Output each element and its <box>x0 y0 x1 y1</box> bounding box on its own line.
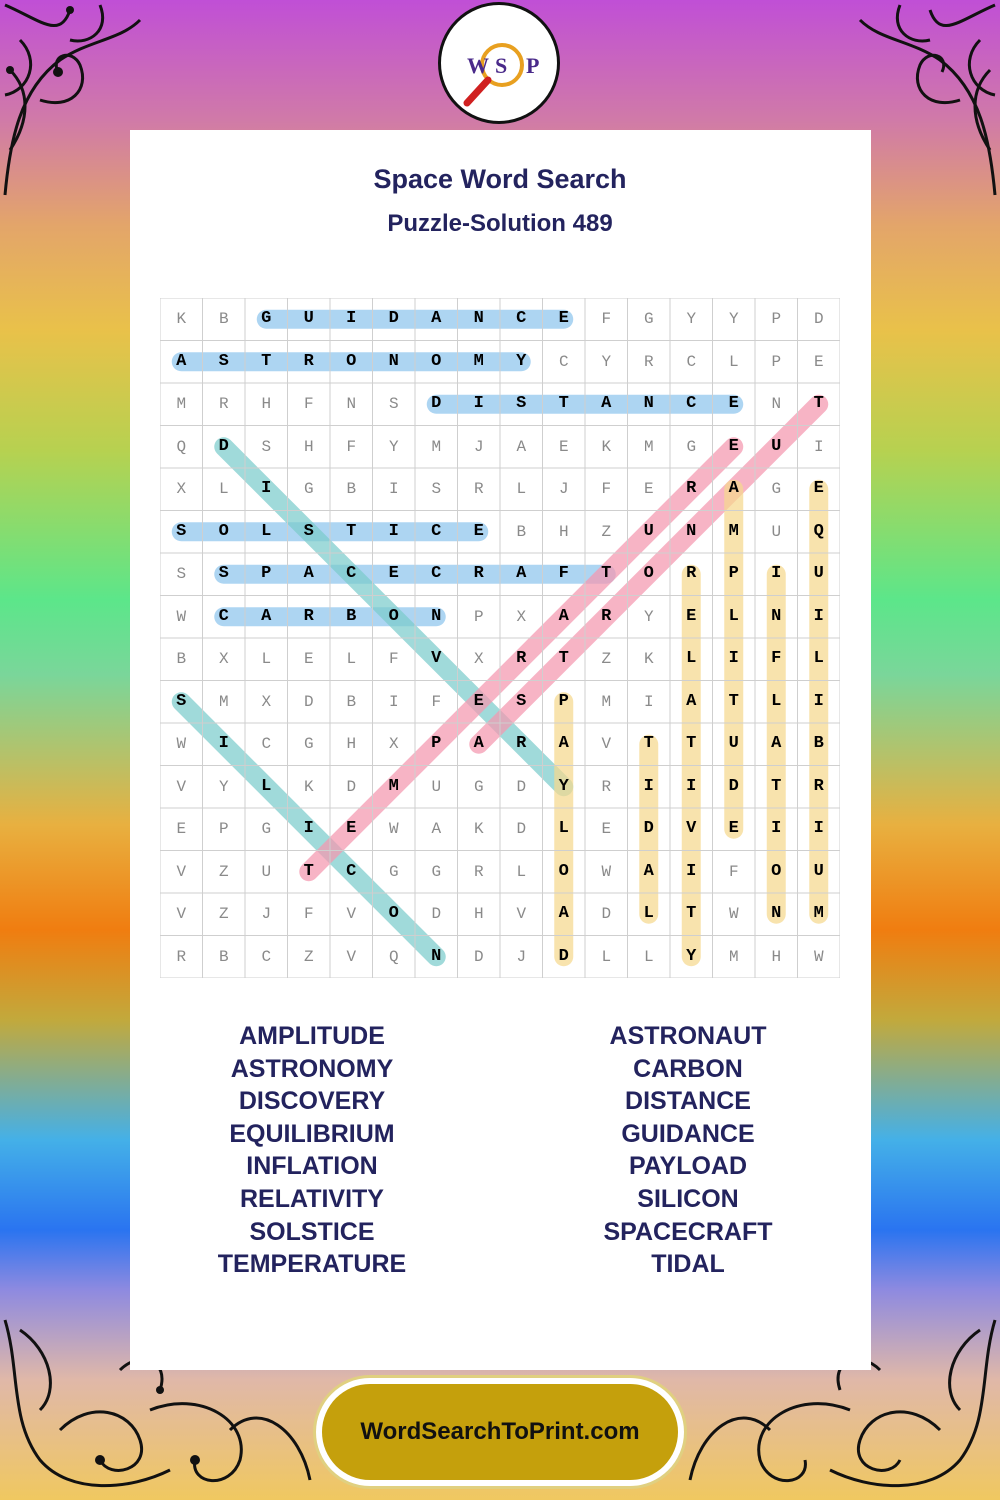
grid-cell[interactable]: Q <box>813 521 824 541</box>
grid-cell[interactable]: M <box>431 437 442 456</box>
word-list-right <box>538 1020 838 1281</box>
grid-cell[interactable]: B <box>346 480 357 498</box>
grid-cell[interactable]: E <box>728 819 739 838</box>
grid-cell[interactable]: F <box>601 480 612 498</box>
grid-cell[interactable]: A <box>261 606 272 626</box>
grid-cell[interactable]: Z <box>218 905 229 923</box>
grid-cell[interactable]: Y <box>218 777 229 796</box>
grid-cell[interactable]: O <box>388 606 399 626</box>
grid-cell[interactable]: F <box>346 437 357 456</box>
grid-cell[interactable]: Z <box>601 650 612 668</box>
grid-cell[interactable]: C <box>261 947 272 966</box>
grid-cell[interactable]: E <box>388 564 399 583</box>
grid-cell[interactable]: O <box>643 564 654 583</box>
grid-cell[interactable]: I <box>388 692 399 711</box>
grid-cell[interactable]: L <box>686 649 697 668</box>
word-list-item: ASTRONAUT <box>609 1022 767 1050</box>
word-list-item: RELATIVITY <box>240 1184 384 1213</box>
grid-cell[interactable]: L <box>516 862 527 881</box>
word-list-item: DISCOVERY <box>238 1087 386 1116</box>
grid-cell[interactable]: B <box>346 606 357 626</box>
grid-cell[interactable]: A <box>558 734 569 753</box>
grid-cell[interactable]: G <box>261 820 272 838</box>
grid-cell[interactable]: Z <box>601 522 612 541</box>
grid-cell[interactable]: U <box>813 564 824 583</box>
word-list-item: EQUILIBRIUM <box>229 1119 395 1148</box>
grid-cell[interactable]: A <box>431 820 442 838</box>
grid-cell[interactable]: V <box>176 862 187 881</box>
grid-cell[interactable]: E <box>813 352 824 371</box>
grid-cell[interactable]: J <box>516 947 527 966</box>
word-list-item: ASTRONOMY <box>230 1054 394 1083</box>
grid-cell[interactable]: B <box>346 692 357 711</box>
word-search-grid <box>160 298 840 978</box>
grid-cell[interactable]: F <box>431 692 442 711</box>
grid-cell[interactable]: Y <box>686 310 697 328</box>
grid-cell[interactable]: H <box>346 735 357 753</box>
grid-cell[interactable]: Y <box>601 352 612 371</box>
grid-cells <box>160 298 840 978</box>
grid-cell[interactable]: C <box>261 735 272 753</box>
grid-cell[interactable]: L <box>643 947 654 966</box>
grid-cell[interactable]: E <box>346 819 357 838</box>
grid-cell[interactable]: O <box>346 351 357 371</box>
grid-cell[interactable]: W <box>176 607 187 626</box>
grid-cell[interactable]: T <box>728 691 739 711</box>
grid-cell[interactable]: T <box>771 776 782 796</box>
grid-cell[interactable]: I <box>686 776 697 796</box>
grid-cell[interactable]: X <box>261 692 272 711</box>
grid-cell[interactable]: E <box>176 820 187 838</box>
grid-cell[interactable]: Y <box>388 437 399 456</box>
grid-cell[interactable]: I <box>813 437 824 456</box>
grid-cell[interactable]: S <box>176 521 187 541</box>
grid-cell[interactable]: X <box>473 650 484 668</box>
grid-cell[interactable]: P <box>431 734 442 753</box>
grid-cell[interactable]: L <box>558 819 569 838</box>
grid-cell[interactable]: D <box>473 947 484 966</box>
grid-cell[interactable]: M <box>218 692 229 711</box>
grid-cell[interactable]: T <box>303 861 314 881</box>
word-list-left <box>162 1020 462 1281</box>
grid-cell[interactable]: H <box>558 522 569 541</box>
grid-cell[interactable]: R <box>643 352 654 371</box>
grid-cell[interactable]: D <box>601 905 612 923</box>
grid-cell[interactable]: N <box>431 946 442 966</box>
grid-cell[interactable]: A <box>473 734 484 753</box>
grid-cell[interactable]: K <box>473 820 484 838</box>
grid-cell[interactable]: S <box>516 394 527 413</box>
grid-cell[interactable]: O <box>431 351 442 371</box>
grid-cell[interactable]: T <box>601 564 612 583</box>
grid-cell[interactable]: G <box>771 480 782 498</box>
grid-cell[interactable]: F <box>771 649 782 668</box>
grid-cell[interactable]: I <box>346 309 357 328</box>
grid-cell[interactable]: U <box>643 521 654 541</box>
word-list-item: DISTANCE <box>625 1087 751 1116</box>
grid-cell[interactable]: B <box>516 522 527 541</box>
grid-cell[interactable]: K <box>643 650 654 668</box>
grid-cell[interactable]: V <box>516 905 527 923</box>
grid-cell[interactable]: G <box>261 309 272 328</box>
grid-cell[interactable]: B <box>218 310 229 328</box>
grid-cell[interactable]: L <box>813 649 824 668</box>
grid-cell[interactable]: E <box>643 480 654 498</box>
grid-cell[interactable]: R <box>601 777 612 796</box>
grid-cell[interactable]: U <box>303 309 314 328</box>
grid-cell[interactable]: L <box>218 480 229 498</box>
grid-cell[interactable]: A <box>431 309 442 328</box>
grid-cell[interactable]: U <box>261 862 272 881</box>
grid-cell[interactable]: G <box>303 735 314 753</box>
grid-cell[interactable]: C <box>346 861 357 881</box>
grid-cell[interactable]: Z <box>303 947 314 966</box>
grid-cell[interactable]: L <box>516 480 527 498</box>
grid-cell[interactable]: U <box>813 861 824 881</box>
grid-cell[interactable]: E <box>473 521 484 541</box>
grid-cell[interactable]: A <box>516 564 527 583</box>
grid-cell[interactable]: E <box>728 436 739 456</box>
grid-cell[interactable]: M <box>813 904 824 923</box>
grid-cell[interactable]: U <box>771 436 782 456</box>
grid-cell[interactable]: S <box>516 691 527 711</box>
word-list-item: INFLATION <box>246 1152 378 1181</box>
grid-cell[interactable]: E <box>558 309 569 328</box>
grid-cell[interactable]: V <box>176 905 187 923</box>
grid-cell[interactable]: A <box>558 606 569 626</box>
grid-cell[interactable]: F <box>558 564 569 583</box>
grid-cell[interactable]: A <box>771 734 782 753</box>
grid-cell[interactable]: N <box>771 904 782 923</box>
grid-cell[interactable]: J <box>558 480 569 498</box>
grid-cell[interactable]: C <box>431 564 442 583</box>
grid-cell[interactable]: A <box>686 691 697 711</box>
grid-cell[interactable]: D <box>303 692 314 711</box>
grid-cell[interactable]: I <box>388 480 399 498</box>
grid-cell[interactable]: S <box>176 691 187 711</box>
grid-cell[interactable]: T <box>686 904 697 923</box>
grid-cell[interactable]: N <box>771 395 782 413</box>
grid-cell[interactable]: T <box>346 521 357 541</box>
grid-cell[interactable]: M <box>728 521 739 541</box>
grid-cell[interactable]: X <box>176 480 187 498</box>
grid-cell[interactable]: G <box>686 437 697 456</box>
grid-cell[interactable]: G <box>388 862 399 881</box>
grid-cell[interactable]: I <box>473 394 484 413</box>
grid-cell[interactable]: L <box>346 650 357 668</box>
grid-cell[interactable]: F <box>728 862 739 881</box>
grid-cell[interactable]: B <box>218 947 229 966</box>
grid-cell[interactable]: R <box>473 564 484 583</box>
grid-cell[interactable]: N <box>686 521 697 541</box>
grid-cell[interactable]: R <box>303 351 314 371</box>
grid-cell[interactable]: Y <box>516 351 527 371</box>
grid-cell[interactable]: L <box>643 904 654 923</box>
grid-cell[interactable]: I <box>813 606 824 626</box>
grid-cell[interactable]: R <box>516 649 527 668</box>
grid-cell[interactable]: D <box>728 776 739 796</box>
grid-cell[interactable]: O <box>388 904 399 923</box>
grid-cell[interactable]: D <box>431 394 442 413</box>
grid-cell[interactable]: D <box>431 905 442 923</box>
grid-cell[interactable]: C <box>346 564 357 583</box>
grid-cell[interactable]: A <box>516 437 527 456</box>
grid-cell[interactable]: S <box>218 351 229 371</box>
grid-cell[interactable]: P <box>218 820 229 838</box>
grid-cell[interactable]: T <box>261 351 272 371</box>
grid-cell[interactable]: A <box>601 394 612 413</box>
grid-cell[interactable]: C <box>516 309 527 328</box>
grid-cell[interactable]: B <box>813 734 824 753</box>
word-list-item: PAYLOAD <box>628 1152 748 1181</box>
grid-cell[interactable]: O <box>558 861 569 881</box>
grid-cell[interactable]: E <box>303 650 314 668</box>
grid-cell[interactable]: Y <box>643 607 654 626</box>
site-link-button[interactable] <box>322 1384 678 1480</box>
grid-cell[interactable]: Z <box>218 862 229 881</box>
grid-cell[interactable]: M <box>601 692 612 711</box>
grid-cell[interactable]: E <box>473 691 484 711</box>
grid-cell[interactable]: R <box>218 395 229 413</box>
grid-cell[interactable]: V <box>686 819 697 838</box>
wsp-logo <box>438 2 560 124</box>
grid-cell[interactable]: P <box>771 310 782 328</box>
logo-letter-s: S <box>495 53 508 78</box>
grid-cell[interactable]: H <box>771 947 782 966</box>
grid-cell[interactable]: N <box>431 606 442 626</box>
grid-cell[interactable]: V <box>346 905 357 923</box>
grid-cell[interactable]: F <box>303 905 314 923</box>
grid-cell[interactable]: W <box>813 947 824 966</box>
grid-cell[interactable]: I <box>218 734 229 753</box>
grid-cell[interactable]: I <box>813 691 824 711</box>
grid-cell[interactable]: S <box>261 437 272 456</box>
word-list-item: GUIDANCE <box>621 1119 755 1148</box>
grid-cell[interactable]: R <box>813 776 824 796</box>
grid-cell[interactable]: S <box>218 564 229 583</box>
word-list-item: CARBON <box>633 1054 743 1083</box>
grid-cell[interactable]: R <box>473 480 484 498</box>
word-list-item: SOLSTICE <box>249 1217 375 1246</box>
grid-cell[interactable]: T <box>558 649 569 668</box>
grid-cell[interactable]: L <box>728 352 739 371</box>
grid-cell[interactable]: F <box>303 395 314 413</box>
grid-cell[interactable]: G <box>303 480 314 498</box>
grid-cell[interactable]: R <box>686 564 697 583</box>
grid-cell[interactable]: V <box>176 777 187 796</box>
grid-cell[interactable]: U <box>431 777 442 796</box>
grid-cell[interactable]: H <box>261 395 272 413</box>
word-list-item: TEMPERATURE <box>217 1250 407 1279</box>
page-title: Space Word Search <box>373 164 627 194</box>
grid-cell[interactable]: I <box>771 819 782 838</box>
grid-cell[interactable]: C <box>218 606 229 626</box>
grid-cell[interactable]: E <box>558 437 569 456</box>
grid-cell[interactable]: E <box>686 606 697 626</box>
grid-cell[interactable]: V <box>431 649 442 668</box>
word-list-item: AMPLITUDE <box>239 1022 385 1050</box>
grid-cell[interactable]: M <box>473 351 484 371</box>
grid-cell[interactable]: I <box>771 564 782 583</box>
logo-letter-p: P <box>526 53 540 78</box>
grid-cell[interactable]: N <box>473 309 484 328</box>
grid-cell[interactable]: N <box>771 606 782 626</box>
grid-cell[interactable]: I <box>261 479 272 498</box>
grid-cell[interactable]: A <box>558 904 569 923</box>
grid-cell[interactable]: K <box>303 777 314 796</box>
grid-cell[interactable]: T <box>558 394 569 413</box>
grid-cell[interactable]: P <box>261 564 272 583</box>
grid-cell[interactable]: I <box>686 861 697 881</box>
grid-cell[interactable]: S <box>176 565 187 583</box>
grid-cell[interactable]: M <box>643 437 654 456</box>
grid-cell[interactable]: I <box>728 649 739 668</box>
grid-cell[interactable]: A <box>176 351 187 371</box>
site-label: WordSearchToPrint.com <box>360 1418 640 1445</box>
grid-cell[interactable]: F <box>601 310 612 328</box>
grid-cell[interactable]: E <box>813 479 824 498</box>
grid-cell[interactable]: C <box>431 521 442 541</box>
grid-cell[interactable]: P <box>473 607 484 626</box>
grid-cell[interactable]: C <box>686 352 697 371</box>
logo-letter-w: W <box>467 53 489 78</box>
grid-cell[interactable]: L <box>728 606 739 626</box>
grid-cell[interactable]: K <box>176 310 187 328</box>
grid-cell[interactable]: Y <box>686 946 697 966</box>
grid-cell[interactable]: L <box>261 521 272 541</box>
grid-cell[interactable]: X <box>516 607 527 626</box>
grid-cell[interactable]: O <box>771 861 782 881</box>
grid-cell[interactable]: V <box>346 947 357 966</box>
grid-cell[interactable]: D <box>558 946 569 966</box>
grid-cell[interactable]: I <box>813 819 824 838</box>
grid-cell[interactable]: L <box>261 650 272 668</box>
grid-cell[interactable]: V <box>601 735 612 753</box>
grid-cell[interactable]: T <box>643 734 654 753</box>
grid-cell[interactable]: U <box>728 734 739 753</box>
grid-cell[interactable]: D <box>813 310 824 328</box>
grid-cell[interactable]: P <box>558 691 569 711</box>
grid-cell[interactable]: S <box>388 395 399 413</box>
grid-cell[interactable]: W <box>601 862 612 881</box>
word-list-item: TIDAL <box>651 1250 725 1279</box>
grid-cell[interactable]: O <box>218 521 229 541</box>
page-subtitle: Puzzle-Solution 489 <box>387 210 613 237</box>
grid-cell[interactable]: F <box>388 650 399 668</box>
grid-cell[interactable]: L <box>261 776 272 796</box>
grid-cell[interactable]: Q <box>176 437 187 456</box>
grid-cell[interactable]: N <box>388 351 399 371</box>
grid-cell[interactable]: R <box>601 606 612 626</box>
grid-cell[interactable]: A <box>643 861 654 881</box>
grid-cell[interactable]: Y <box>558 776 569 796</box>
grid-cell[interactable]: I <box>303 819 314 838</box>
grid-cell[interactable]: I <box>388 521 399 541</box>
grid-cell[interactable]: D <box>516 820 527 838</box>
grid-cell[interactable]: U <box>771 522 782 541</box>
grid-cell[interactable]: K <box>601 437 612 456</box>
grid-cell[interactable]: I <box>643 776 654 796</box>
grid-cell[interactable]: R <box>686 479 697 498</box>
grid-cell[interactable]: R <box>473 862 484 881</box>
grid-cell[interactable]: D <box>346 777 357 796</box>
grid-cell[interactable]: D <box>218 436 229 456</box>
grid-cell[interactable]: T <box>686 734 697 753</box>
grid-cell[interactable]: M <box>176 395 187 413</box>
grid-cell[interactable]: S <box>431 480 442 498</box>
grid-cell[interactable]: H <box>473 905 484 923</box>
grid-cell[interactable]: N <box>643 394 654 413</box>
grid-cell[interactable]: T <box>813 394 824 413</box>
grid-cell[interactable]: I <box>643 692 654 711</box>
grid-cell[interactable]: D <box>516 777 527 796</box>
grid-cell[interactable]: S <box>303 521 314 541</box>
word-list-item: SPACECRAFT <box>603 1217 773 1246</box>
grid-cell[interactable]: G <box>431 862 442 881</box>
grid-cell[interactable]: M <box>728 947 739 966</box>
grid-cell[interactable]: E <box>728 394 739 413</box>
grid-cell[interactable]: A <box>728 479 739 498</box>
grid-cell[interactable]: W <box>728 905 739 923</box>
grid-cell[interactable]: E <box>601 820 612 838</box>
grid-cell[interactable]: J <box>261 905 272 923</box>
grid-cell[interactable]: W <box>388 820 399 838</box>
grid-cell[interactable]: A <box>303 564 314 583</box>
grid-cell[interactable]: W <box>176 735 187 753</box>
grid-cell[interactable]: P <box>771 352 782 371</box>
grid-cell[interactable]: X <box>388 735 399 753</box>
grid-cell[interactable]: C <box>558 352 569 371</box>
grid-cell[interactable]: H <box>303 437 314 456</box>
grid-cell[interactable]: L <box>771 691 782 711</box>
grid-cell[interactable]: C <box>686 394 697 413</box>
grid-cell[interactable]: N <box>346 395 357 413</box>
grid-cell[interactable]: G <box>473 777 484 796</box>
grid-cell[interactable]: L <box>601 947 612 966</box>
grid-cell[interactable]: D <box>643 819 654 838</box>
grid-cell[interactable]: R <box>176 947 187 966</box>
grid-cell[interactable]: P <box>728 564 739 583</box>
grid-cell[interactable]: G <box>643 310 654 328</box>
grid-cell[interactable]: R <box>516 734 527 753</box>
grid-cell[interactable]: Q <box>388 947 399 966</box>
grid-cell[interactable]: Y <box>728 310 739 328</box>
grid-cell[interactable]: B <box>176 650 187 668</box>
grid-cell[interactable]: D <box>388 309 399 328</box>
grid-cell[interactable]: R <box>303 606 314 626</box>
grid-cell[interactable]: X <box>218 650 229 668</box>
word-list-item: SILICON <box>637 1184 739 1213</box>
grid-cell[interactable]: J <box>473 437 484 456</box>
grid-cell[interactable]: M <box>388 776 399 796</box>
